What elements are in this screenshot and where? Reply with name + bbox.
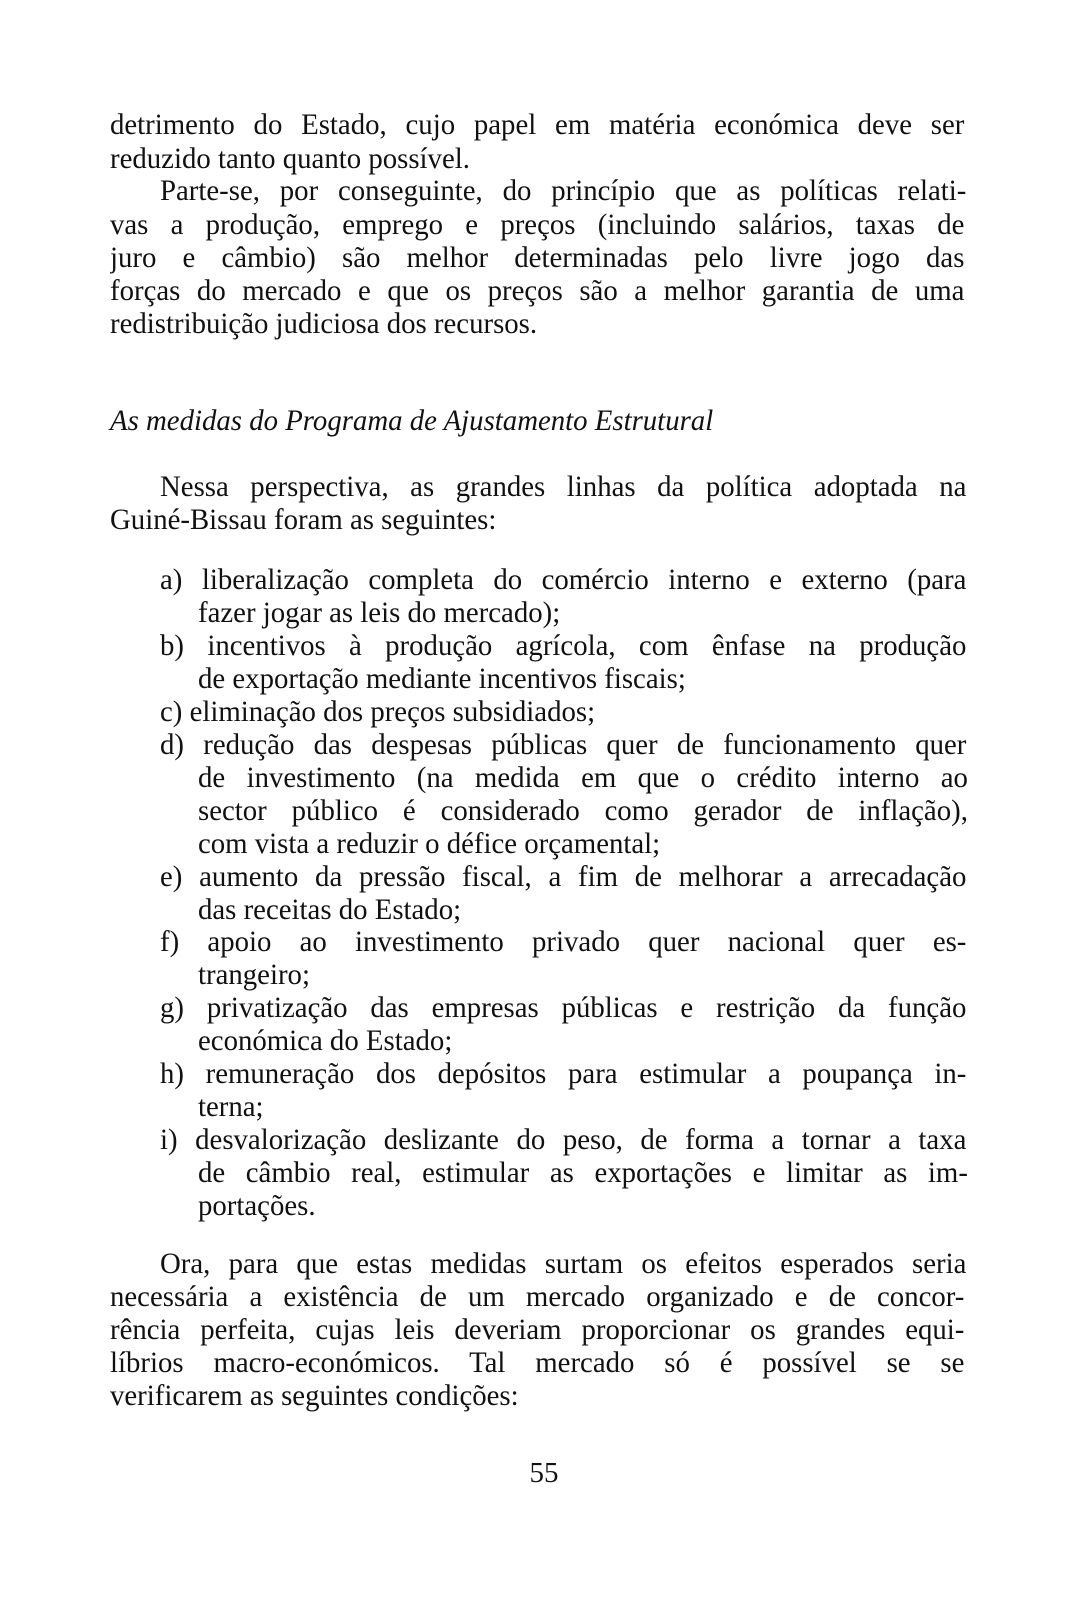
list-item-line: a) liberalização completa do comércio interno e externo (para: [160, 563, 967, 596]
list-item-line: portações.: [198, 1189, 316, 1222]
list-item-line: f) apoio ao investimento privado quer nacional quer es-: [160, 925, 967, 958]
text-line: necessária a existência de um mercado organizado e de concor-: [110, 1280, 965, 1313]
text-line: verificarem as seguintes condições:: [110, 1379, 519, 1412]
list-item-line: g) privatização das empresas públicas e restrição da função: [160, 991, 967, 1024]
text-line: Parte-se, por conseguinte, do princípio que as políticas relati-: [160, 174, 967, 207]
list-item-line: e) aumento da pressão fiscal, a fim de melhorar a arrecadação: [160, 860, 967, 893]
text-line: rência perfeita, cujas leis deveriam proporcionar os grandes equi-: [110, 1313, 965, 1346]
text-line: Nessa perspectiva, as grandes linhas da política adoptada na: [160, 470, 967, 503]
list-item-line: de exportação mediante incentivos fiscais;: [198, 662, 686, 695]
list-item-line: d) redução das despesas públicas quer de funcionamento quer: [160, 728, 967, 761]
list-item-line: de câmbio real, estimular as exportações e limitar as im-: [198, 1156, 968, 1189]
list-item-line: de investimento (na medida em que o crédito interno ao: [198, 761, 968, 794]
list-item-line: das receitas do Estado;: [198, 893, 462, 926]
text-line: Ora, para que estas medidas surtam os efeitos esperados seria: [160, 1247, 967, 1280]
list-item-line: económica do Estado;: [198, 1024, 453, 1057]
text-line: detrimento do Estado, cujo papel em matéria económica deve ser: [110, 108, 965, 141]
list-item-line: terna;: [198, 1090, 264, 1123]
list-item-line: trangeiro;: [198, 958, 310, 991]
list-item-line: b) incentivos à produção agrícola, com ênfase na produção: [160, 629, 967, 662]
text-line: líbrios macro-económicos. Tal mercado só é possível se se: [110, 1346, 965, 1379]
list-item-line: i) desvalorização deslizante do peso, de forma a tornar a taxa: [160, 1123, 967, 1156]
list-item-line: com vista a reduzir o défice orçamental;: [198, 827, 661, 860]
text-line: vas a produção, emprego e preços (incluindo salários, taxas de: [110, 208, 965, 241]
section-heading: As medidas do Programa de Ajustamento Estrutural: [110, 404, 714, 437]
text-line: forças do mercado e que os preços são a melhor garantia de uma: [110, 274, 965, 307]
list-item-line: fazer jogar as leis do mercado);: [198, 596, 561, 629]
text-line: Guiné-Bissau foram as seguintes:: [110, 503, 497, 536]
text-line: reduzido tanto quanto possível.: [110, 142, 470, 175]
text-line: redistribuição judiciosa dos recursos.: [110, 307, 538, 340]
page-number: 55: [529, 1457, 559, 1489]
list-item-line: sector público é considerado como gerador de inflação),: [198, 794, 968, 827]
text-line: juro e câmbio) são melhor determinadas pelo livre jogo das: [110, 241, 965, 274]
list-item-line: h) remuneração dos depósitos para estimular a poupança in-: [160, 1057, 967, 1090]
list-item-line: c) eliminação dos preços subsidiados;: [160, 695, 596, 728]
